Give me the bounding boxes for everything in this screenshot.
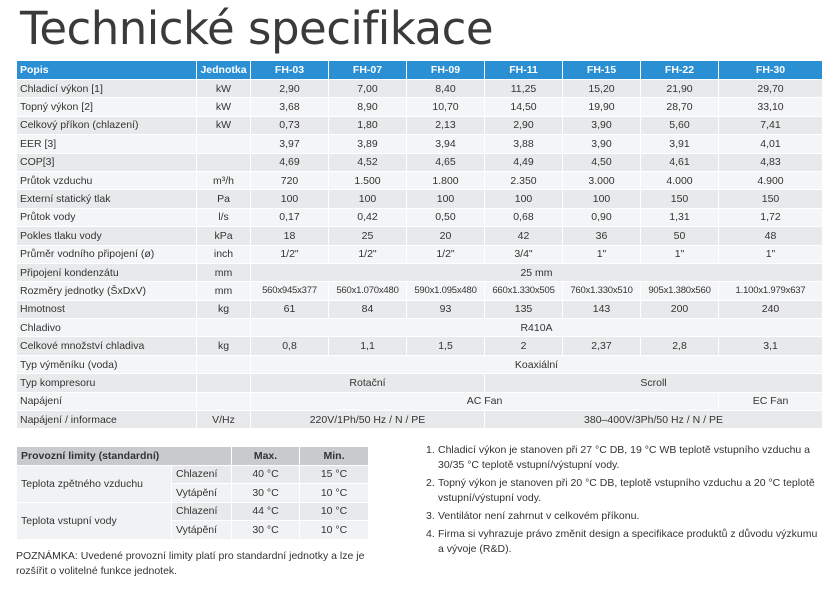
row-unit bbox=[197, 392, 251, 410]
row-label: Průměr vodního připojení (ø) bbox=[17, 245, 197, 263]
limits-max: 30 °C bbox=[232, 484, 300, 503]
row-unit: l/s bbox=[197, 208, 251, 226]
limits-min: 10 °C bbox=[300, 484, 369, 503]
row-unit bbox=[197, 153, 251, 171]
value-cell: Rotační bbox=[251, 374, 485, 392]
value-cell: 11,25 bbox=[485, 80, 563, 98]
value-cell: 4,65 bbox=[407, 153, 485, 171]
value-cell: 0,73 bbox=[251, 116, 329, 134]
table-row bbox=[17, 502, 369, 521]
footnote-number: 4. bbox=[426, 528, 435, 540]
value-cell: 1,80 bbox=[329, 116, 407, 134]
value-cell: 1,72 bbox=[719, 208, 823, 226]
value-cell: 28,70 bbox=[641, 98, 719, 116]
row-unit: kg bbox=[197, 300, 251, 318]
value-cell: 5,60 bbox=[641, 116, 719, 134]
value-cell: 29,70 bbox=[719, 80, 823, 98]
row-unit: kg bbox=[197, 337, 251, 355]
value-cell: 1,5 bbox=[407, 337, 485, 355]
value-cell: 10,70 bbox=[407, 98, 485, 116]
limits-min: 10 °C bbox=[300, 502, 369, 521]
row-unit bbox=[197, 135, 251, 153]
value-cell: 2,13 bbox=[407, 116, 485, 134]
value-cell: 2.350 bbox=[485, 171, 563, 189]
value-cell: 0,8 bbox=[251, 337, 329, 355]
value-cell: 61 bbox=[251, 300, 329, 318]
value-cell: 200 bbox=[641, 300, 719, 318]
value-cell: 143 bbox=[563, 300, 641, 318]
row-unit: kPa bbox=[197, 227, 251, 245]
table-row bbox=[17, 411, 823, 429]
value-cell: 18 bbox=[251, 227, 329, 245]
row-label: Chladivo bbox=[17, 319, 197, 337]
value-cell: 1/2" bbox=[251, 245, 329, 263]
row-unit bbox=[197, 374, 251, 392]
row-label: Hmotnost bbox=[17, 300, 197, 318]
footnote-number: 2. bbox=[426, 477, 435, 489]
table-row bbox=[17, 190, 823, 208]
value-cell: 25 bbox=[329, 227, 407, 245]
row-unit: kW bbox=[197, 116, 251, 134]
value-cell: 1" bbox=[719, 245, 823, 263]
footnote-text: Ventilátor není zahrnut v celkovém příkonu. bbox=[438, 510, 640, 522]
limits-mode: Chlazení bbox=[172, 502, 232, 521]
value-cell: 8,40 bbox=[407, 80, 485, 98]
limits-min: 10 °C bbox=[300, 521, 369, 540]
row-label: Napájení / informace bbox=[17, 411, 197, 429]
table-row bbox=[17, 98, 823, 116]
value-cell: 48 bbox=[719, 227, 823, 245]
value-cell: 4,52 bbox=[329, 153, 407, 171]
value-cell: 560x945x377 bbox=[251, 282, 329, 300]
table-row bbox=[17, 135, 823, 153]
value-cell: 3,89 bbox=[329, 135, 407, 153]
table-row bbox=[17, 245, 823, 263]
value-cell: 150 bbox=[641, 190, 719, 208]
value-cell: 660x1.330x505 bbox=[485, 282, 563, 300]
value-cell: Scroll bbox=[485, 374, 823, 392]
spec-header-cell: FH-15 bbox=[563, 61, 641, 80]
value-cell: 100 bbox=[485, 190, 563, 208]
value-cell: 3,1 bbox=[719, 337, 823, 355]
value-cell: 220V/1Ph/50 Hz / N / PE bbox=[251, 411, 485, 429]
row-label: Rozměry jednotky (ŠxDxV) bbox=[17, 282, 197, 300]
spec-header-cell: FH-03 bbox=[251, 61, 329, 80]
value-cell: Koaxiální bbox=[251, 355, 823, 373]
limits-mode: Vytápění bbox=[172, 484, 232, 503]
value-cell: 25 mm bbox=[251, 263, 823, 281]
table-row bbox=[17, 355, 823, 373]
value-cell: 1" bbox=[641, 245, 719, 263]
row-label: Typ kompresoru bbox=[17, 374, 197, 392]
value-cell: 8,90 bbox=[329, 98, 407, 116]
value-cell: EC Fan bbox=[719, 392, 823, 410]
value-cell: 1/2" bbox=[329, 245, 407, 263]
value-cell: 1.500 bbox=[329, 171, 407, 189]
value-cell: 7,41 bbox=[719, 116, 823, 134]
table-row bbox=[17, 208, 823, 226]
value-cell: 1" bbox=[563, 245, 641, 263]
table-row bbox=[17, 374, 823, 392]
value-cell: 3,91 bbox=[641, 135, 719, 153]
value-cell: R410A bbox=[251, 319, 823, 337]
table-row bbox=[17, 319, 823, 337]
row-unit: mm bbox=[197, 263, 251, 281]
row-unit: V/Hz bbox=[197, 411, 251, 429]
value-cell: 14,50 bbox=[485, 98, 563, 116]
value-cell: 3,94 bbox=[407, 135, 485, 153]
value-cell: 4,50 bbox=[563, 153, 641, 171]
limits-min: 15 °C bbox=[300, 465, 369, 484]
table-row bbox=[17, 282, 823, 300]
value-cell: 590x1.095x480 bbox=[407, 282, 485, 300]
limits-header-row bbox=[17, 447, 369, 466]
value-cell: 1.800 bbox=[407, 171, 485, 189]
row-unit bbox=[197, 319, 251, 337]
value-cell: AC Fan bbox=[251, 392, 719, 410]
row-label: Chladicí výkon [1] bbox=[17, 80, 197, 98]
value-cell: 0,50 bbox=[407, 208, 485, 226]
footnote-item bbox=[426, 509, 821, 524]
limits-header-cell: Min. bbox=[300, 447, 369, 466]
value-cell: 3,90 bbox=[563, 116, 641, 134]
table-row bbox=[17, 116, 823, 134]
value-cell: 4,49 bbox=[485, 153, 563, 171]
spec-header-row bbox=[17, 61, 823, 80]
value-cell: 2,37 bbox=[563, 337, 641, 355]
limits-max: 30 °C bbox=[232, 521, 300, 540]
footnote-item bbox=[426, 527, 821, 557]
value-cell: 50 bbox=[641, 227, 719, 245]
limits-note: POZNÁMKA: Uvedené provozní limity platí pro standardní jednotky a lze je rozšířit o volitelné funkce jednotek. bbox=[16, 550, 365, 577]
value-cell: 240 bbox=[719, 300, 823, 318]
table-row bbox=[17, 263, 823, 281]
value-cell: 19,90 bbox=[563, 98, 641, 116]
value-cell: 3/4" bbox=[485, 245, 563, 263]
value-cell: 4.000 bbox=[641, 171, 719, 189]
row-label: Pokles tlaku vody bbox=[17, 227, 197, 245]
spec-header-cell: FH-30 bbox=[719, 61, 823, 80]
spec-header-cell: Popis bbox=[17, 61, 197, 80]
value-cell: 720 bbox=[251, 171, 329, 189]
value-cell: 100 bbox=[329, 190, 407, 208]
limits-group-label: Teplota zpětného vzduchu bbox=[17, 465, 172, 502]
table-row bbox=[17, 337, 823, 355]
value-cell: 100 bbox=[251, 190, 329, 208]
table-row bbox=[17, 465, 369, 484]
row-label: Typ výměníku (voda) bbox=[17, 355, 197, 373]
footnote-number: 3. bbox=[426, 510, 435, 522]
value-cell: 15,20 bbox=[563, 80, 641, 98]
table-row bbox=[17, 227, 823, 245]
spec-header-cell: Jednotka bbox=[197, 61, 251, 80]
value-cell: 905x1.380x560 bbox=[641, 282, 719, 300]
value-cell: 0,68 bbox=[485, 208, 563, 226]
value-cell: 2,8 bbox=[641, 337, 719, 355]
row-unit: kW bbox=[197, 80, 251, 98]
table-row bbox=[17, 80, 823, 98]
spec-header-cell: FH-09 bbox=[407, 61, 485, 80]
value-cell: 3,68 bbox=[251, 98, 329, 116]
value-cell: 0,42 bbox=[329, 208, 407, 226]
limits-title: Provozní limity (standardní) bbox=[17, 447, 232, 466]
footnotes-list bbox=[426, 443, 821, 560]
value-cell: 7,00 bbox=[329, 80, 407, 98]
value-cell: 1/2" bbox=[407, 245, 485, 263]
value-cell: 2,90 bbox=[251, 80, 329, 98]
value-cell: 3,90 bbox=[563, 135, 641, 153]
value-cell: 2,90 bbox=[485, 116, 563, 134]
row-unit: kW bbox=[197, 98, 251, 116]
value-cell: 150 bbox=[719, 190, 823, 208]
row-unit: mm bbox=[197, 282, 251, 300]
value-cell: 4.900 bbox=[719, 171, 823, 189]
row-label: Připojení kondenzátu bbox=[17, 263, 197, 281]
value-cell: 100 bbox=[563, 190, 641, 208]
value-cell: 1,1 bbox=[329, 337, 407, 355]
table-row bbox=[17, 171, 823, 189]
footnote-text: Firma si vyhrazuje právo změnit design a specifikace produktů z důvodu výzkumu a vývoje (R&D). bbox=[438, 528, 818, 555]
value-cell: 380–400V/3Ph/50 Hz / N / PE bbox=[485, 411, 823, 429]
footnote-text: Chladicí výkon je stanoven při 27 °C DB, 19 °C WB teplotě vstupního vzduchu a 30/35 °C teplotě vstupní/výstupní vody. bbox=[438, 444, 811, 471]
value-cell: 1,31 bbox=[641, 208, 719, 226]
footnote-text: Topný výkon je stanoven při 20 °C DB, teplotě vstupního vzduchu a 20 °C teplotě vstupní/výstupní vody. bbox=[438, 477, 815, 504]
value-cell: 3,88 bbox=[485, 135, 563, 153]
row-label: Topný výkon [2] bbox=[17, 98, 197, 116]
row-unit: inch bbox=[197, 245, 251, 263]
limits-table bbox=[16, 446, 369, 540]
limits-max: 44 °C bbox=[232, 502, 300, 521]
value-cell: 560x1.070x480 bbox=[329, 282, 407, 300]
footnote-number: 1. bbox=[426, 444, 435, 456]
value-cell: 4,01 bbox=[719, 135, 823, 153]
value-cell: 84 bbox=[329, 300, 407, 318]
value-cell: 2 bbox=[485, 337, 563, 355]
row-label: Celkový příkon (chlazení) bbox=[17, 116, 197, 134]
value-cell: 20 bbox=[407, 227, 485, 245]
spec-header-cell: FH-22 bbox=[641, 61, 719, 80]
spec-table bbox=[16, 60, 823, 429]
table-row bbox=[17, 300, 823, 318]
value-cell: 1.100x1.979x637 bbox=[719, 282, 823, 300]
spec-header-cell: FH-11 bbox=[485, 61, 563, 80]
limits-mode: Vytápění bbox=[172, 521, 232, 540]
value-cell: 760x1.330x510 bbox=[563, 282, 641, 300]
footnote-item bbox=[426, 476, 821, 506]
row-label: COP[3] bbox=[17, 153, 197, 171]
row-label: Průtok vzduchu bbox=[17, 171, 197, 189]
value-cell: 4,69 bbox=[251, 153, 329, 171]
value-cell: 33,10 bbox=[719, 98, 823, 116]
limits-max: 40 °C bbox=[232, 465, 300, 484]
value-cell: 3.000 bbox=[563, 171, 641, 189]
row-label: EER [3] bbox=[17, 135, 197, 153]
table-row bbox=[17, 153, 823, 171]
value-cell: 93 bbox=[407, 300, 485, 318]
row-label: Celkové množství chladiva bbox=[17, 337, 197, 355]
value-cell: 42 bbox=[485, 227, 563, 245]
value-cell: 21,90 bbox=[641, 80, 719, 98]
table-row bbox=[17, 392, 823, 410]
limits-mode: Chlazení bbox=[172, 465, 232, 484]
value-cell: 0,90 bbox=[563, 208, 641, 226]
row-label: Externí statický tlak bbox=[17, 190, 197, 208]
footnote-item bbox=[426, 443, 821, 473]
row-label: Napájení bbox=[17, 392, 197, 410]
value-cell: 4,83 bbox=[719, 153, 823, 171]
value-cell: 135 bbox=[485, 300, 563, 318]
row-unit bbox=[197, 355, 251, 373]
limits-header-cell: Max. bbox=[232, 447, 300, 466]
value-cell: 4,61 bbox=[641, 153, 719, 171]
row-unit: Pa bbox=[197, 190, 251, 208]
value-cell: 36 bbox=[563, 227, 641, 245]
spec-header-cell: FH-07 bbox=[329, 61, 407, 80]
row-label: Průtok vody bbox=[17, 208, 197, 226]
value-cell: 100 bbox=[407, 190, 485, 208]
value-cell: 3,97 bbox=[251, 135, 329, 153]
value-cell: 0,17 bbox=[251, 208, 329, 226]
row-unit: m³/h bbox=[197, 171, 251, 189]
limits-group-label: Teplota vstupní vody bbox=[17, 502, 172, 539]
page-title: Technické specifikace bbox=[20, 2, 494, 55]
